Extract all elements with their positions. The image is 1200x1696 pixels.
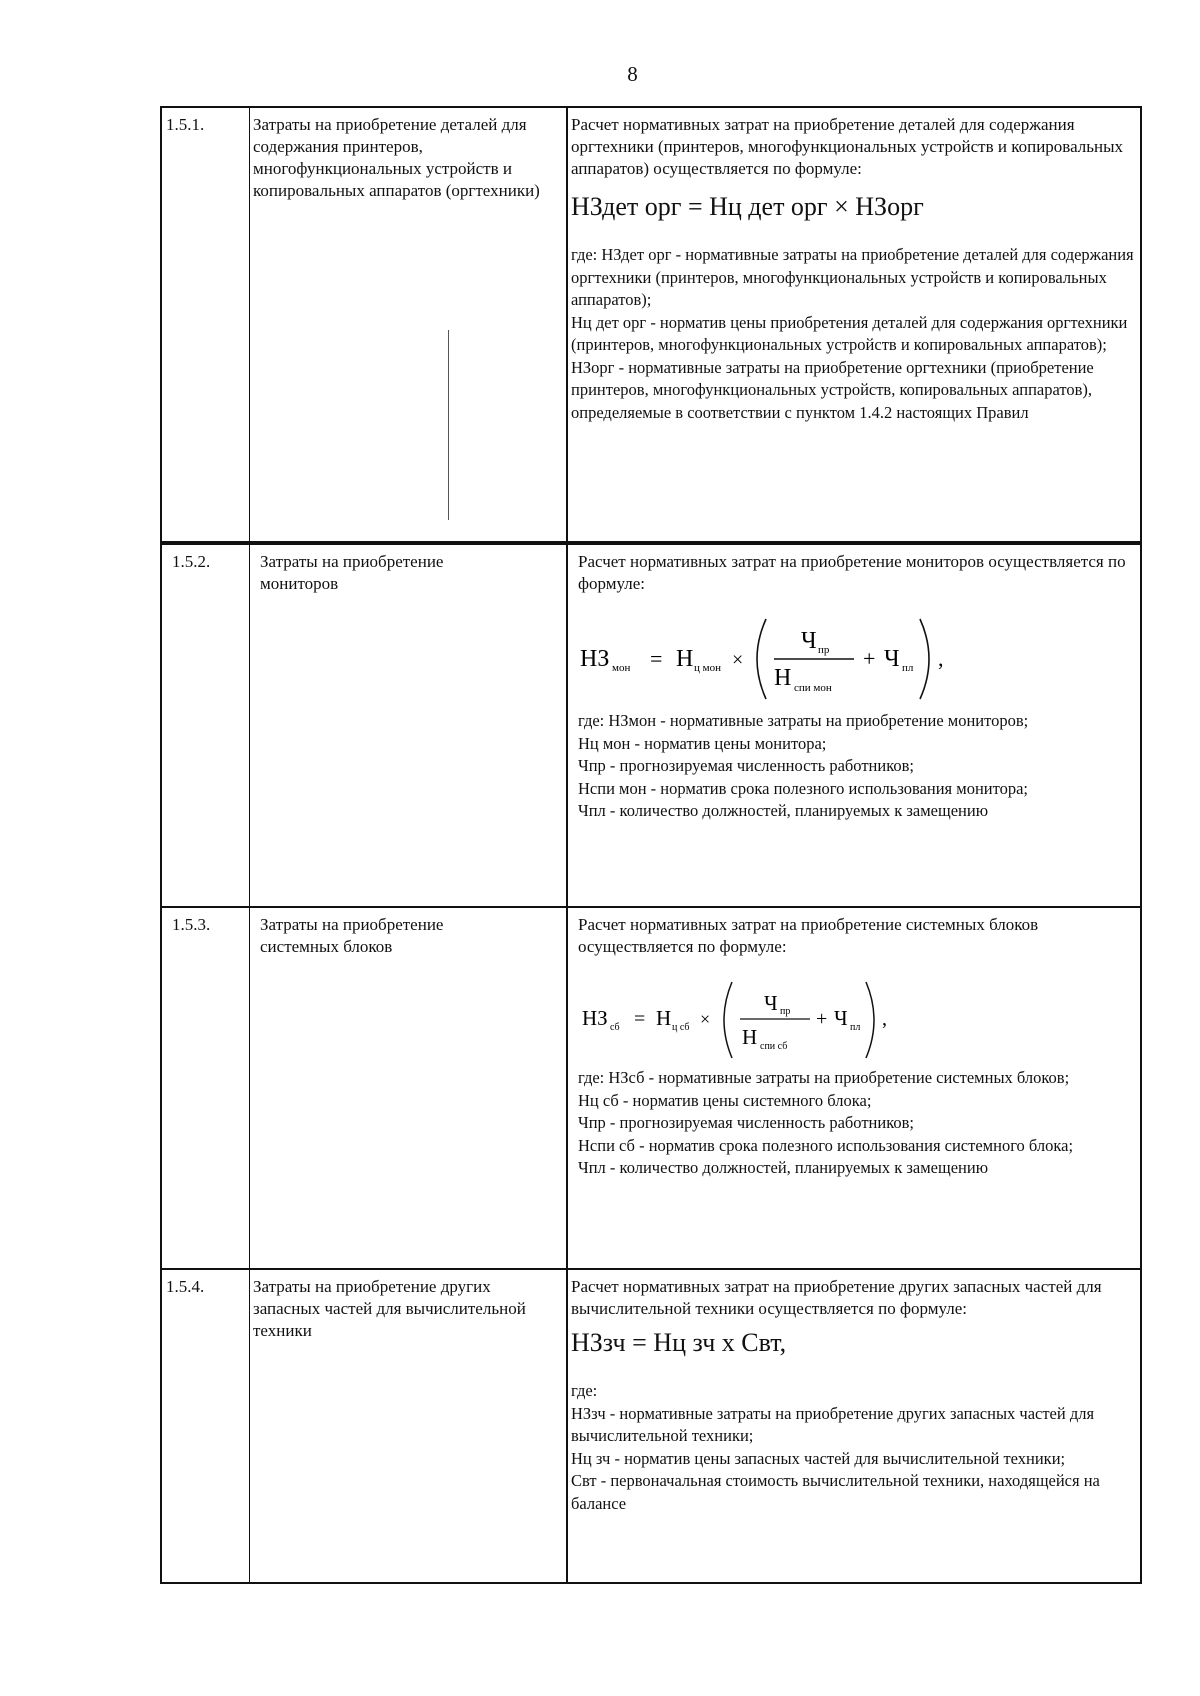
formula-tail: , [882, 1008, 887, 1030]
explanation-line: Чпл - количество должностей, планируемых к замещению [578, 1158, 989, 1177]
row-number: 1.5.2. [172, 552, 211, 571]
formula-lhs-sub: мон [612, 662, 631, 674]
row-title-cell [250, 908, 568, 1268]
row-title-cell [250, 108, 568, 541]
explanation-line: Чпр - прогнозируемая численность работников; [578, 756, 915, 775]
table-row [160, 543, 1142, 908]
row-intro: Расчет нормативных затрат на приобретение других запасных частей для вычислительной техники осуществляется по формуле: [571, 1277, 1102, 1318]
explanation-line: Свт - первоначальная стоимость вычислительной техники, находящейся на балансе [571, 1471, 1100, 1513]
formula-denominator: Н [742, 1025, 758, 1049]
formula-addend: Ч [834, 1006, 848, 1030]
explanation-line: Нспи сб - норматив срока полезного использования системного блока; [578, 1135, 1074, 1155]
formula: НЗзч = Нц зч х Свт, [571, 1328, 787, 1357]
row-title-cell [250, 545, 568, 906]
formula-price-sub: ц сб [672, 1022, 690, 1033]
explanation-line: где: НЗсб - нормативные затраты на приобретение системных блоков; [578, 1068, 1070, 1087]
formula-denominator-sub: спи сб [760, 1041, 788, 1052]
formula-numerator-sub: пр [780, 1006, 791, 1017]
formula-lhs-sub: сб [610, 1022, 620, 1033]
formula-denominator: Н [774, 665, 792, 691]
formula-plus: + [816, 1008, 828, 1030]
row-intro: Расчет нормативных затрат на приобретение деталей для содержания оргтехники (принтеров, многофункциональных устройств и копировальных аппаратов) осуществляется по формуле: [571, 115, 1124, 178]
formula [568, 595, 1140, 705]
row-description-cell [568, 908, 1140, 1268]
explanation-line: где: НЗмон - нормативные затраты на приобретение мониторов; [578, 711, 1029, 730]
explanation-line: Нц мон - норматив цены монитора; [578, 733, 827, 753]
formula-eq: = [650, 646, 663, 671]
formula-explanation [568, 1066, 1140, 1180]
formula-price: Н [656, 1006, 672, 1030]
table-row [160, 1270, 1142, 1584]
formula-denominator-sub: спи мон [794, 682, 832, 694]
explanation-line: Нспи мон - норматив срока полезного использования монитора; [578, 778, 1029, 798]
formula-addend-sub: пл [850, 1022, 861, 1033]
explanation-line: Чпр - прогнозируемая численность работников; [578, 1113, 915, 1132]
row-number-cell [162, 908, 250, 1268]
formula [568, 958, 1140, 1066]
formula-lhs: НЗ [580, 646, 610, 672]
row-number: 1.5.3. [172, 915, 211, 934]
right-paren [866, 982, 874, 1058]
row-title-cell [250, 1270, 568, 1582]
row-title: Затраты на приобретение системных блоков [260, 915, 444, 956]
formula-price: Н [676, 646, 694, 672]
row-number: 1.5.4. [166, 1277, 205, 1296]
formula-numerator: Ч [801, 628, 817, 654]
row-description-cell [568, 1270, 1140, 1582]
row-number-cell [162, 545, 250, 906]
row-title: Затраты на приобретение деталей для содержания принтеров, многофункциональных устройств и копировальных аппаратов (оргтехники) [253, 115, 540, 200]
formula-lhs: НЗ [582, 1006, 608, 1030]
row-description-cell [568, 108, 1140, 541]
left-paren [724, 982, 732, 1058]
formula-times: × [700, 1009, 711, 1029]
row-description-cell [568, 545, 1140, 906]
formula-graphic [568, 595, 968, 705]
explanation-line: Нц зч - норматив цены запасных частей для вычислительной техники; [571, 1448, 1066, 1468]
row-number-cell [162, 1270, 250, 1582]
formula-plus: + [863, 646, 876, 671]
formula: НЗдет орг = Нц дет орг × НЗорг [571, 192, 924, 221]
formula-eq: = [634, 1008, 646, 1030]
formula-addend: Ч [884, 646, 900, 672]
row-number-cell [162, 108, 250, 541]
right-paren [920, 619, 929, 699]
explanation-line: где: НЗдет орг - нормативные затраты на приобретение деталей для содержания оргтехники (принтеров, многофункциональных устройств и копировальных аппаратов); [571, 245, 1134, 309]
formula-graphic [568, 958, 948, 1066]
formula-explanation [568, 1374, 1140, 1515]
formula-explanation [568, 705, 1140, 823]
explanation-line: где: [571, 1381, 598, 1400]
scan-artifact-line [448, 330, 449, 520]
page-number: 8 [627, 62, 638, 86]
explanation-line: НЗорг - нормативные затраты на приобретение оргтехники (приобретение принтеров, многофункциональных устройств, копировальных аппаратов), определяемые в соответствии с пунктом 1.4.2 настоящих Правил [571, 357, 1094, 422]
row-intro: Расчет нормативных затрат на приобретение системных блоков осуществляется по формуле: [578, 915, 1039, 956]
formula-explanation [568, 238, 1140, 424]
explanation-line: НЗзч - нормативные затраты на приобретение других запасных частей для вычислительной техники; [571, 1403, 1095, 1445]
formula-times: × [732, 649, 744, 671]
table-row [160, 106, 1142, 543]
explanation-line: Нц сб - норматив цены системного блока; [578, 1090, 872, 1110]
table-row [160, 908, 1142, 1270]
explanation-line: Нц дет орг - норматив цены приобретения деталей для содержания оргтехники (принтеров, многофункциональных устройств и копировальных аппаратов); [571, 312, 1128, 354]
row-number: 1.5.1. [166, 115, 205, 134]
row-intro: Расчет нормативных затрат на приобретение мониторов осуществляется по формуле: [578, 552, 1126, 593]
formula-tail: , [938, 646, 944, 671]
row-title: Затраты на приобретение мониторов [260, 552, 444, 593]
row-title: Затраты на приобретение других запасных частей для вычислительной техники [253, 1277, 526, 1340]
formula-price-sub: ц мон [694, 662, 721, 674]
formula-numerator-sub: пр [818, 644, 830, 656]
left-paren [757, 619, 766, 699]
explanation-line: Чпл - количество должностей, планируемых к замещению [578, 801, 989, 820]
formula-addend-sub: пл [902, 662, 914, 674]
formula-numerator: Ч [764, 991, 778, 1015]
